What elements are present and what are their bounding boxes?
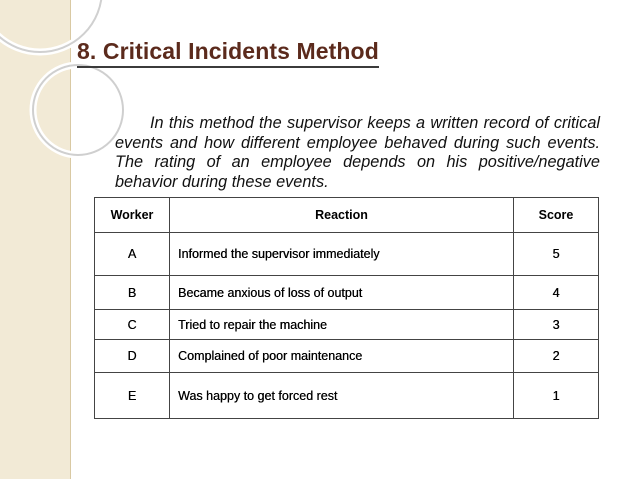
cell-worker: B bbox=[95, 276, 170, 310]
cell-worker: A bbox=[95, 233, 170, 276]
table-row bbox=[95, 373, 599, 419]
cell-score: 3 bbox=[514, 310, 599, 340]
cell-reaction: Tried to repair the machine bbox=[170, 310, 514, 340]
table-header-row bbox=[95, 198, 599, 233]
slide-title: 8. Critical Incidents Method bbox=[77, 38, 379, 68]
table-row bbox=[95, 233, 599, 276]
cell-worker: D bbox=[95, 340, 170, 373]
cell-reaction: Complained of poor maintenance bbox=[170, 340, 514, 373]
cell-score: 1 bbox=[514, 373, 599, 419]
table-row bbox=[95, 310, 599, 340]
header-reaction: Reaction bbox=[170, 198, 514, 233]
cell-reaction: Informed the supervisor immediately bbox=[170, 233, 514, 276]
incidents-table bbox=[94, 197, 599, 419]
table-row bbox=[95, 340, 599, 373]
header-score: Score bbox=[514, 198, 599, 233]
cell-worker: C bbox=[95, 310, 170, 340]
cell-score: 5 bbox=[514, 233, 599, 276]
decorative-rings bbox=[0, 0, 130, 160]
cell-worker: E bbox=[95, 373, 170, 419]
table-row bbox=[95, 276, 599, 310]
cell-reaction: Was happy to get forced rest bbox=[170, 373, 514, 419]
header-worker: Worker bbox=[95, 198, 170, 233]
slide-body-text: In this method the supervisor keeps a written record of critical events and how different employee behaved during such events. The rating of an employee depends on his positive/negative behavior during these events. bbox=[115, 114, 600, 191]
cell-reaction: Became anxious of loss of output bbox=[170, 276, 514, 310]
cell-score: 4 bbox=[514, 276, 599, 310]
cell-score: 2 bbox=[514, 340, 599, 373]
